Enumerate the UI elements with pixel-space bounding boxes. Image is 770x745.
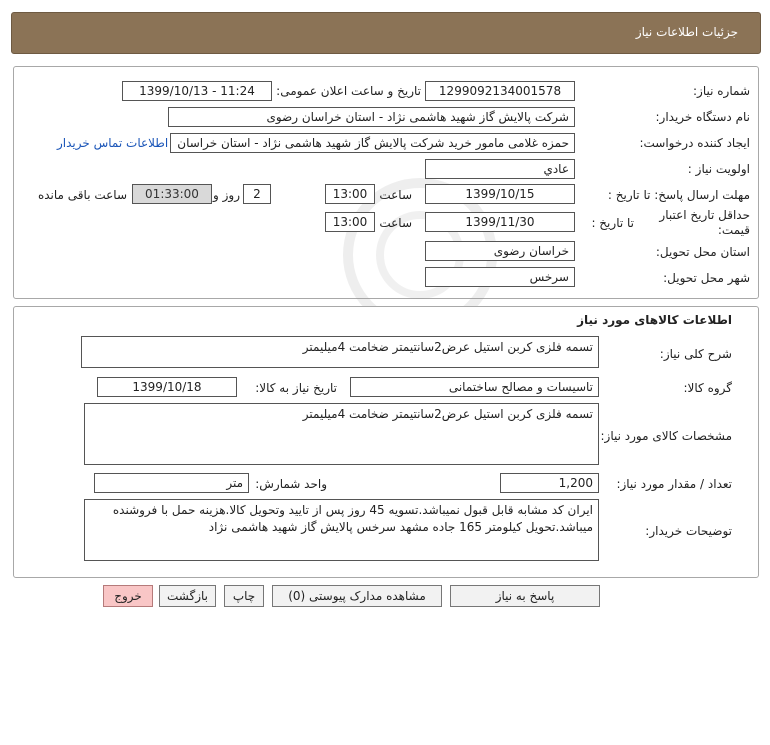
- buyer-notes-field: ایران کد مشابه قابل قبول نمیباشد.تسویه 45 روز پس از تایید وتحویل کالا.هزینه حمل با فروشنده میباشد.تحویل کیلومتر 165 جاده مشهد سرخس پالایش گاز شهید هاشمی نژاد: [84, 499, 599, 561]
- general-desc-label: شرح کلی نیاز:: [659, 347, 732, 361]
- buyer-contact-link[interactable]: اطلاعات تماس خریدار: [57, 136, 169, 150]
- unit-label: واحد شمارش:: [255, 477, 327, 491]
- reply-time-field: 13:00: [325, 184, 375, 204]
- city-field: سرخس: [425, 267, 575, 287]
- need-number-field: 1299092134001578: [425, 81, 575, 101]
- days-remaining-field: 2: [243, 184, 271, 204]
- validity-time-field: 13:00: [325, 212, 375, 232]
- reply-deadline-label: مهلت ارسال پاسخ: تا تاریخ :: [607, 188, 750, 202]
- qty-label: تعداد / مقدار مورد نیاز:: [616, 477, 732, 491]
- qty-field: 1,200: [500, 473, 599, 493]
- validity-label-line2: قیمت:: [717, 223, 750, 237]
- reply-date-field: 1399/10/15: [425, 184, 575, 204]
- buyer-notes-label: توضیحات خریدار:: [645, 524, 732, 538]
- goods-section-title: اطلاعات کالاهای مورد نیاز: [577, 313, 732, 327]
- creator-field: حمزه غلامی مامور خرید شرکت پالایش گاز شهید هاشمی نژاد - استان خراسان: [170, 133, 575, 153]
- reply-time-label: ساعت: [379, 188, 412, 202]
- attachments-button[interactable]: مشاهده مدارک پیوستی (0): [272, 585, 442, 607]
- reply-button[interactable]: پاسخ به نیاز: [450, 585, 600, 607]
- page-title: جزئیات اطلاعات نیاز: [635, 25, 738, 39]
- need-date-label: تاریخ نیاز به کالا:: [255, 381, 337, 395]
- buyer-label: نام دستگاه خریدار:: [655, 110, 750, 124]
- announce-label: تاریخ و ساعت اعلان عمومی:: [276, 84, 421, 98]
- priority-field: عادي: [425, 159, 575, 179]
- province-field: خراسان رضوی: [425, 241, 575, 261]
- specs-label: مشخصات کالای مورد نیاز:: [600, 429, 732, 443]
- days-label: روز و: [213, 188, 240, 202]
- validity-time-label: ساعت: [379, 216, 412, 230]
- page-header: [11, 12, 761, 54]
- general-desc-field: تسمه فلزی کربن استیل عرض2سانتیمتر ضخامت 4میلیمتر: [81, 336, 599, 368]
- remaining-time-field: 01:33:00: [132, 184, 212, 204]
- province-label: استان محل تحویل:: [655, 245, 750, 259]
- remaining-time-label: ساعت باقی مانده: [37, 188, 127, 202]
- priority-label: اولویت نیاز :: [687, 162, 750, 176]
- validity-date-field: 1399/11/30: [425, 212, 575, 232]
- exit-button[interactable]: خروج: [103, 585, 153, 607]
- creator-label: ایجاد کننده درخواست:: [639, 136, 750, 150]
- need-date-field: 1399/10/18: [97, 377, 237, 397]
- validity-to-label: تا تاریخ :: [591, 216, 634, 230]
- print-button[interactable]: چاپ: [224, 585, 264, 607]
- buyer-field: شرکت پالایش گاز شهید هاشمی نژاد - استان خراسان رضوی: [168, 107, 575, 127]
- unit-field: متر: [94, 473, 249, 493]
- group-field: تاسیسات و مصالح ساختمانی: [350, 377, 599, 397]
- city-label: شهر محل تحویل:: [663, 271, 750, 285]
- validity-label-line1: حداقل تاریخ اعتبار: [659, 208, 750, 222]
- back-button[interactable]: بازگشت: [159, 585, 216, 607]
- announce-field: 1399/10/13 - 11:24: [122, 81, 272, 101]
- group-label: گروه کالا:: [683, 381, 732, 395]
- specs-field: تسمه فلزی کربن استیل عرض2سانتیمتر ضخامت 4میلیمتر: [84, 403, 599, 465]
- need-number-label: شماره نیاز:: [693, 84, 750, 98]
